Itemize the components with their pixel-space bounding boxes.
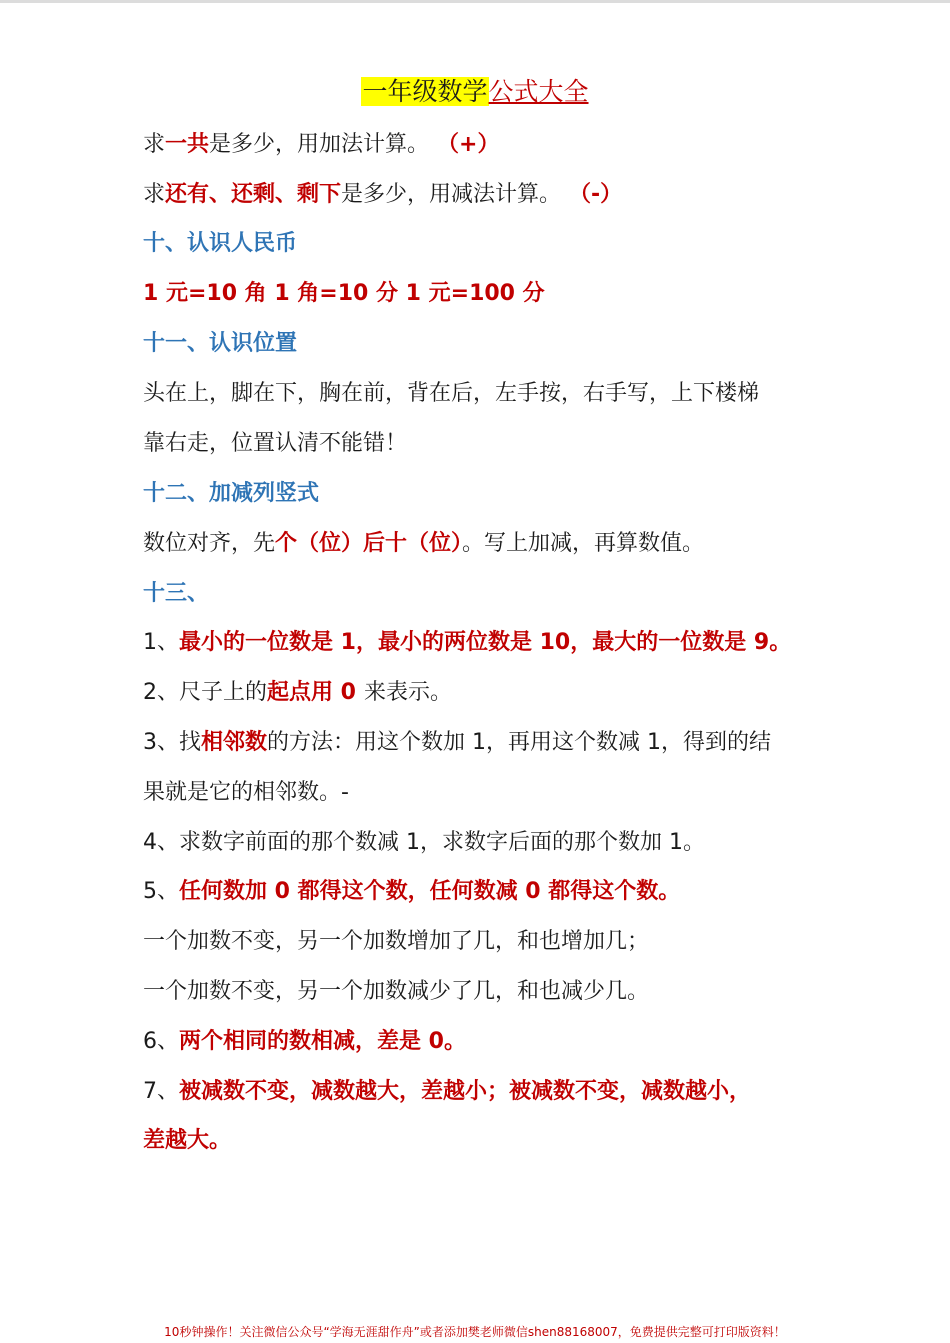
footer-promo: 10秒钟操作！关注微信公众号“学海无涯甜作舟”或者添加樊老师微信shen88168007，免费提供完整可打印版资料！ xyxy=(164,1325,786,1339)
item-3-continued: 果就是它的相邻数。- xyxy=(143,780,349,805)
rule-subtraction xyxy=(143,180,622,210)
text: 是多少，用加法计算。 xyxy=(209,132,430,157)
top-rule xyxy=(0,0,950,3)
heading-11: 十一、认识位置 xyxy=(143,331,298,356)
keyword: 两个相同的数相减，差是 0。 xyxy=(179,1029,466,1054)
text: 2、尺子上的 xyxy=(143,680,267,705)
text: 数位对齐，先 xyxy=(143,531,276,556)
text: 是多少，用减法计算。 xyxy=(341,182,562,207)
keyword: 个（位）后十（位） xyxy=(275,531,463,556)
item-number: 5、 xyxy=(143,879,179,904)
item-number: 7、 xyxy=(143,1079,179,1104)
money-conversion: 1 元=10 角 1 角=10 分 1 元=100 分 xyxy=(143,281,545,306)
text: 来表示。 xyxy=(363,680,452,705)
item-1 xyxy=(143,628,791,658)
heading-12: 十二、加减列竖式 xyxy=(143,481,320,506)
item-number: 1、 xyxy=(143,630,179,655)
text: 的方法：用这个数加 1，再用这个数减 1，得到的结 xyxy=(267,730,771,755)
title-underlined: 公式大全 xyxy=(488,77,589,106)
position-rhyme-1: 头在上，脚在下，胸在前，背在后，左手按，右手写，上下楼梯 xyxy=(143,381,760,406)
rule-addition xyxy=(143,130,499,160)
item-7 xyxy=(143,1077,751,1107)
keyword: 一共 xyxy=(165,132,210,157)
item-5 xyxy=(143,877,680,907)
item-7-continued: 差越大。 xyxy=(143,1128,232,1153)
keyword: 还有、还剩、剩下 xyxy=(165,182,342,207)
symbol: （-） xyxy=(569,182,623,207)
keyword: 起点用 0 xyxy=(267,680,356,705)
text: 求 xyxy=(143,132,166,157)
item-6 xyxy=(143,1027,466,1057)
item-5-line-2: 一个加数不变，另一个加数增加了几，和也增加几； xyxy=(143,929,650,954)
position-rhyme-2: 靠右走，位置认清不能错！ xyxy=(143,431,408,456)
vertical-form-rule xyxy=(143,529,704,559)
keyword: 被减数不变，减数越大，差越小；被减数不变，减数越小， xyxy=(179,1079,752,1104)
item-number: 6、 xyxy=(143,1029,179,1054)
keyword: 相邻数 xyxy=(201,730,268,755)
item-5-line-3: 一个加数不变，另一个加数减少了几，和也减少几。 xyxy=(143,979,650,1004)
heading-13: 十三、 xyxy=(143,581,210,606)
text: 。写上加减，再算数值。 xyxy=(462,531,705,556)
page-title xyxy=(0,74,950,110)
item-4: 4、求数字前面的那个数减 1，求数字后面的那个数加 1。 xyxy=(143,830,705,855)
heading-10: 十、认识人民币 xyxy=(143,231,298,256)
symbol: （+） xyxy=(437,132,500,157)
keyword: 最小的一位数是 1，最小的两位数是 10，最大的一位数是 9。 xyxy=(179,630,792,655)
text: 求 xyxy=(143,182,166,207)
text: 3、找 xyxy=(143,730,201,755)
item-3 xyxy=(143,728,771,758)
title-highlighted: 一年级数学 xyxy=(362,77,488,106)
item-2 xyxy=(143,678,452,708)
keyword: 任何数加 0 都得这个数，任何数减 0 都得这个数。 xyxy=(179,879,681,904)
